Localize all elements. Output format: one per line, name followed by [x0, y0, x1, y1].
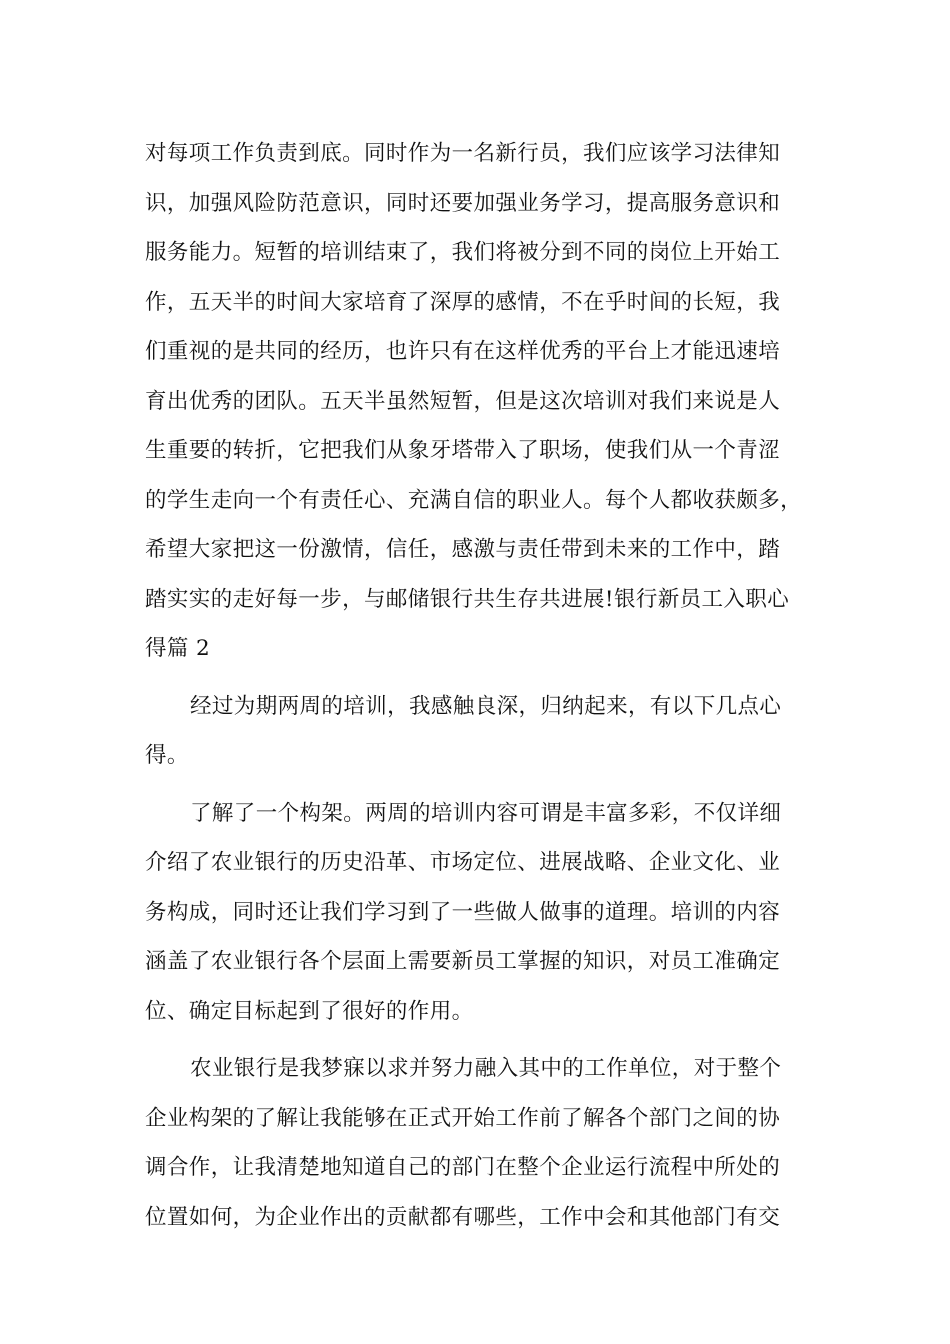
- paragraph-line: 调合作，让我清楚地知道自己的部门在整个企业运行流程中所处的: [145, 1155, 781, 1180]
- paragraph-1: [145, 129, 825, 674]
- paragraph-line: 希望大家把这一份激情，信任，感激与责任带到未来的工作中，踏: [145, 537, 781, 562]
- paragraph-line: 生重要的转折，它把我们从象牙塔带入了职场，使我们从一个青涩: [145, 438, 781, 463]
- document-body: [145, 129, 825, 1242]
- paragraph-line: 企业构架的了解让我能够在正式开始工作前了解各个部门之间的协: [145, 1105, 781, 1131]
- paragraph-line: 涵盖了农业银行各个层面上需要新员工掌握的知识，对员工准确定: [145, 949, 781, 974]
- paragraph-line: 得篇 2: [145, 636, 211, 661]
- paragraph-3: [145, 789, 825, 1037]
- paragraph-line: 作，五天半的时间大家培育了深厚的感情，不在乎时间的长短，我: [145, 289, 781, 315]
- paragraph-line: 识，加强风险防范意识，同时还要加强业务学习，提高服务意识和: [145, 190, 781, 216]
- paragraph-line: 们重视的是共同的经历，也许只有在这样优秀的平台上才能迅速培: [145, 339, 781, 364]
- paragraph-line: 位、确定目标起到了很好的作用。: [145, 998, 474, 1024]
- paragraph-4: [145, 1044, 825, 1242]
- paragraph-line: 了解了一个构架。两周的培训内容可谓是丰富多彩，不仅详细: [190, 800, 782, 826]
- paragraph-line: 踏实实的走好每一步，与邮储银行共生存共进展!银行新员工入职心: [145, 586, 790, 612]
- paragraph-2: [145, 682, 825, 781]
- paragraph-line: 服务能力。短暂的培训结束了，我们将被分到不同的岗位上开始工: [145, 240, 781, 265]
- paragraph-line: 农业银行是我梦寐以求并努力融入其中的工作单位，对于整个: [190, 1056, 782, 1081]
- paragraph-line: 介绍了农业银行的历史沿革、市场定位、进展战略、企业文化、业: [145, 850, 781, 875]
- paragraph-line: 得。: [145, 743, 189, 768]
- paragraph-line: 经过为期两周的培训，我感触良深，归纳起来，有以下几点心: [190, 693, 782, 719]
- paragraph-spacer: [145, 781, 825, 789]
- paragraph-line: 的学生走向一个有责任心、充满自信的职业人。每个人都收获颇多，: [145, 487, 803, 513]
- paragraph-spacer: [145, 1036, 825, 1044]
- paragraph-spacer: [145, 674, 825, 682]
- paragraph-line: 务构成，同时还让我们学习到了一些做人做事的道理。培训的内容: [145, 899, 781, 925]
- paragraph-line: 对每项工作负责到底。同时作为一名新行员，我们应该学习法律知: [145, 141, 781, 166]
- paragraph-line: 育出优秀的团队。五天半虽然短暂，但是这次培训对我们来说是人: [145, 388, 781, 414]
- paragraph-line: 位置如何，为企业作出的贡献都有哪些，工作中会和其他部门有交: [145, 1204, 781, 1230]
